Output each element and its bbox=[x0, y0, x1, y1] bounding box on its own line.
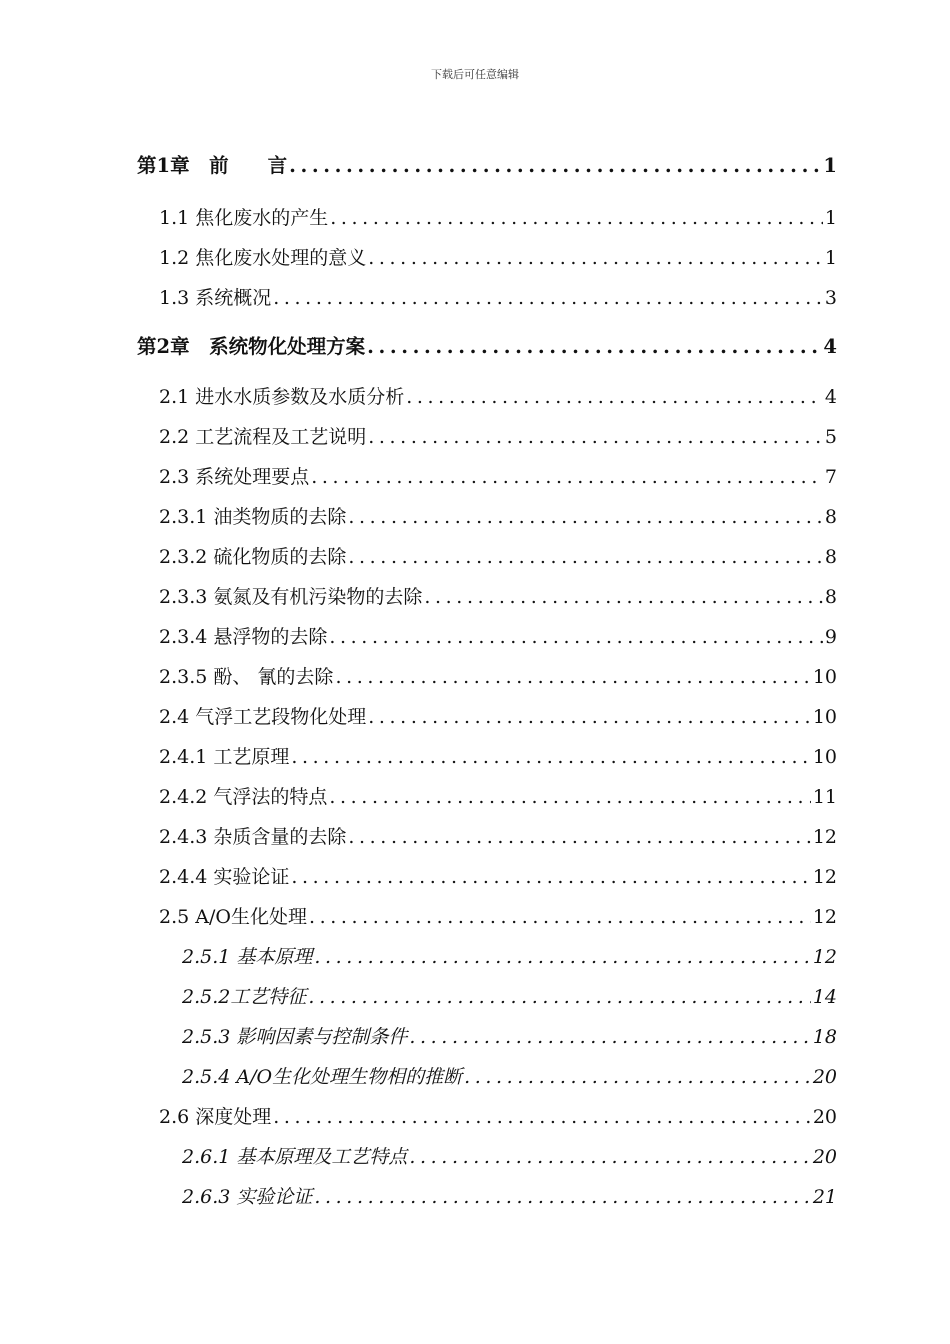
toc-dot-leader bbox=[368, 425, 823, 449]
toc-entry-page-number: 10 bbox=[812, 666, 837, 688]
toc-dot-leader bbox=[308, 985, 810, 1009]
toc-entry[interactable] bbox=[0, 613, 950, 649]
toc-dot-leader bbox=[348, 545, 823, 569]
toc-entry-page-number: 3 bbox=[824, 287, 837, 309]
toc-entry-label: 2.4.2 气浮法的特点 bbox=[159, 786, 328, 808]
toc-entry-page-number: 1 bbox=[823, 154, 837, 177]
toc-entry-page-number: 12 bbox=[812, 906, 837, 928]
toc-entry-label: 2.5.2工艺特征 bbox=[182, 986, 307, 1008]
toc-dot-leader bbox=[368, 705, 811, 729]
toc-dot-leader bbox=[291, 745, 810, 769]
toc-dot-leader bbox=[330, 206, 823, 230]
toc-entry-label: 2.2 工艺流程及工艺说明 bbox=[159, 426, 367, 448]
toc-entry[interactable] bbox=[0, 413, 950, 449]
toc-entry-page-number: 11 bbox=[812, 786, 837, 808]
toc-dot-leader bbox=[309, 905, 811, 929]
toc-dot-leader bbox=[289, 154, 821, 178]
toc-dot-leader bbox=[406, 385, 823, 409]
toc-entry-page-number: 7 bbox=[824, 466, 837, 488]
toc-entry-label: 2.5.4 A/O生化处理生物相的推断 bbox=[182, 1066, 463, 1088]
toc-entry-page-number: 12 bbox=[812, 866, 837, 888]
toc-entry-page-number: 4 bbox=[823, 335, 837, 358]
toc-entry-label: 1.2 焦化废水处理的意义 bbox=[159, 247, 367, 269]
toc-entry[interactable] bbox=[0, 194, 950, 230]
toc-entry-label: 2.3.3 氨氮及有机污染物的去除 bbox=[159, 586, 423, 608]
toc-entry-label: 2.4.3 杂质含量的去除 bbox=[159, 826, 347, 848]
toc-entry-page-number: 18 bbox=[812, 1026, 837, 1048]
toc-entry-page-number: 10 bbox=[812, 746, 837, 768]
toc-entry-page-number: 8 bbox=[824, 506, 837, 528]
toc-entry-page-number: 1 bbox=[824, 247, 837, 269]
toc-entry[interactable] bbox=[0, 1133, 950, 1169]
toc-entry[interactable] bbox=[0, 773, 950, 809]
toc-entry[interactable] bbox=[0, 893, 950, 929]
toc-dot-leader bbox=[424, 585, 823, 609]
toc-entry[interactable] bbox=[0, 373, 950, 409]
toc-dot-leader bbox=[348, 825, 810, 849]
toc-entry-page-number: 20 bbox=[812, 1066, 837, 1088]
toc-entry-label: 2.3.5 酚、 氰的去除 bbox=[159, 666, 334, 688]
toc-entry[interactable] bbox=[0, 573, 950, 609]
toc-dot-leader bbox=[368, 246, 823, 270]
toc-entry[interactable] bbox=[0, 1093, 950, 1129]
toc-entry[interactable] bbox=[0, 973, 950, 1009]
toc-entry-page-number: 4 bbox=[824, 386, 837, 408]
toc-entry-page-number: 10 bbox=[812, 706, 837, 728]
toc-entry-page-number: 1 bbox=[824, 207, 837, 229]
toc-dot-leader bbox=[291, 865, 810, 889]
toc-entry-label: 2.4.1 工艺原理 bbox=[159, 746, 290, 768]
toc-dot-leader bbox=[409, 1145, 810, 1169]
toc-entry-label: 1.1 焦化废水的产生 bbox=[159, 207, 329, 229]
toc-entry-page-number: 20 bbox=[812, 1106, 837, 1128]
toc-entry-label: 2.5.1 基本原理 bbox=[182, 946, 313, 968]
toc-entry[interactable] bbox=[0, 1053, 950, 1089]
toc-dot-leader bbox=[314, 1185, 810, 1209]
toc-dot-leader bbox=[464, 1065, 811, 1089]
toc-entry[interactable] bbox=[0, 453, 950, 489]
toc-entry-page-number: 14 bbox=[812, 986, 837, 1008]
toc-entry[interactable] bbox=[0, 234, 950, 270]
toc-entry-page-number: 5 bbox=[824, 426, 837, 448]
toc-dot-leader bbox=[273, 1105, 811, 1129]
toc-entry-label: 2.5.3 影响因素与控制条件 bbox=[182, 1026, 408, 1048]
toc-dot-leader bbox=[329, 625, 823, 649]
toc-entry-label: 2.3.2 硫化物质的去除 bbox=[159, 546, 347, 568]
toc-entry-page-number: 21 bbox=[812, 1186, 837, 1208]
toc-entry-label: 第1章 前 言 bbox=[137, 154, 288, 177]
toc-entry-label: 2.1 进水水质参数及水质分析 bbox=[159, 386, 405, 408]
toc-entry-label: 2.6.1 基本原理及工艺特点 bbox=[182, 1146, 408, 1168]
toc-dot-leader bbox=[314, 945, 810, 969]
toc-entry-label: 2.6 深度处理 bbox=[159, 1106, 272, 1128]
toc-entry[interactable] bbox=[0, 933, 950, 969]
toc-dot-leader bbox=[367, 335, 821, 359]
toc-entry-page-number: 9 bbox=[824, 626, 837, 648]
toc-entry-label: 2.3 系统处理要点 bbox=[159, 466, 310, 488]
toc-entry-label: 1.3 系统概况 bbox=[159, 287, 272, 309]
toc-entry[interactable] bbox=[0, 1013, 950, 1049]
toc-chapter-entry[interactable] bbox=[0, 142, 950, 178]
toc-dot-leader bbox=[409, 1025, 810, 1049]
toc-entry-label: 2.4 气浮工艺段物化处理 bbox=[159, 706, 367, 728]
toc-dot-leader bbox=[348, 505, 823, 529]
toc-entry-label: 2.6.3 实验论证 bbox=[182, 1186, 313, 1208]
toc-entry-label: 2.5 A/O生化处理 bbox=[159, 906, 307, 928]
toc-entry-label: 2.3.1 油类物质的去除 bbox=[159, 506, 347, 528]
toc-dot-leader bbox=[329, 785, 810, 809]
toc-entry[interactable] bbox=[0, 813, 950, 849]
page-header-note: 下载后可任意编辑 bbox=[431, 68, 519, 81]
toc-entry-label: 2.4.4 实验论证 bbox=[159, 866, 290, 888]
toc-entry-label: 第2章 系统物化处理方案 bbox=[137, 335, 366, 358]
toc-entry-page-number: 8 bbox=[824, 586, 837, 608]
toc-entry[interactable] bbox=[0, 493, 950, 529]
toc-entry[interactable] bbox=[0, 1173, 950, 1209]
toc-entry[interactable] bbox=[0, 653, 950, 689]
toc-entry-page-number: 8 bbox=[824, 546, 837, 568]
toc-entry-page-number: 12 bbox=[812, 946, 837, 968]
toc-dot-leader bbox=[335, 665, 810, 689]
toc-entry[interactable] bbox=[0, 274, 950, 310]
toc-entry[interactable] bbox=[0, 733, 950, 769]
toc-entry[interactable] bbox=[0, 533, 950, 569]
toc-dot-leader bbox=[311, 465, 823, 489]
toc-entry[interactable] bbox=[0, 853, 950, 889]
toc-entry[interactable] bbox=[0, 693, 950, 729]
toc-chapter-entry[interactable] bbox=[0, 323, 950, 359]
toc-entry-page-number: 12 bbox=[812, 826, 837, 848]
toc-entry-label: 2.3.4 悬浮物的去除 bbox=[159, 626, 328, 648]
toc-dot-leader bbox=[273, 286, 823, 310]
toc-entry-page-number: 20 bbox=[812, 1146, 837, 1168]
